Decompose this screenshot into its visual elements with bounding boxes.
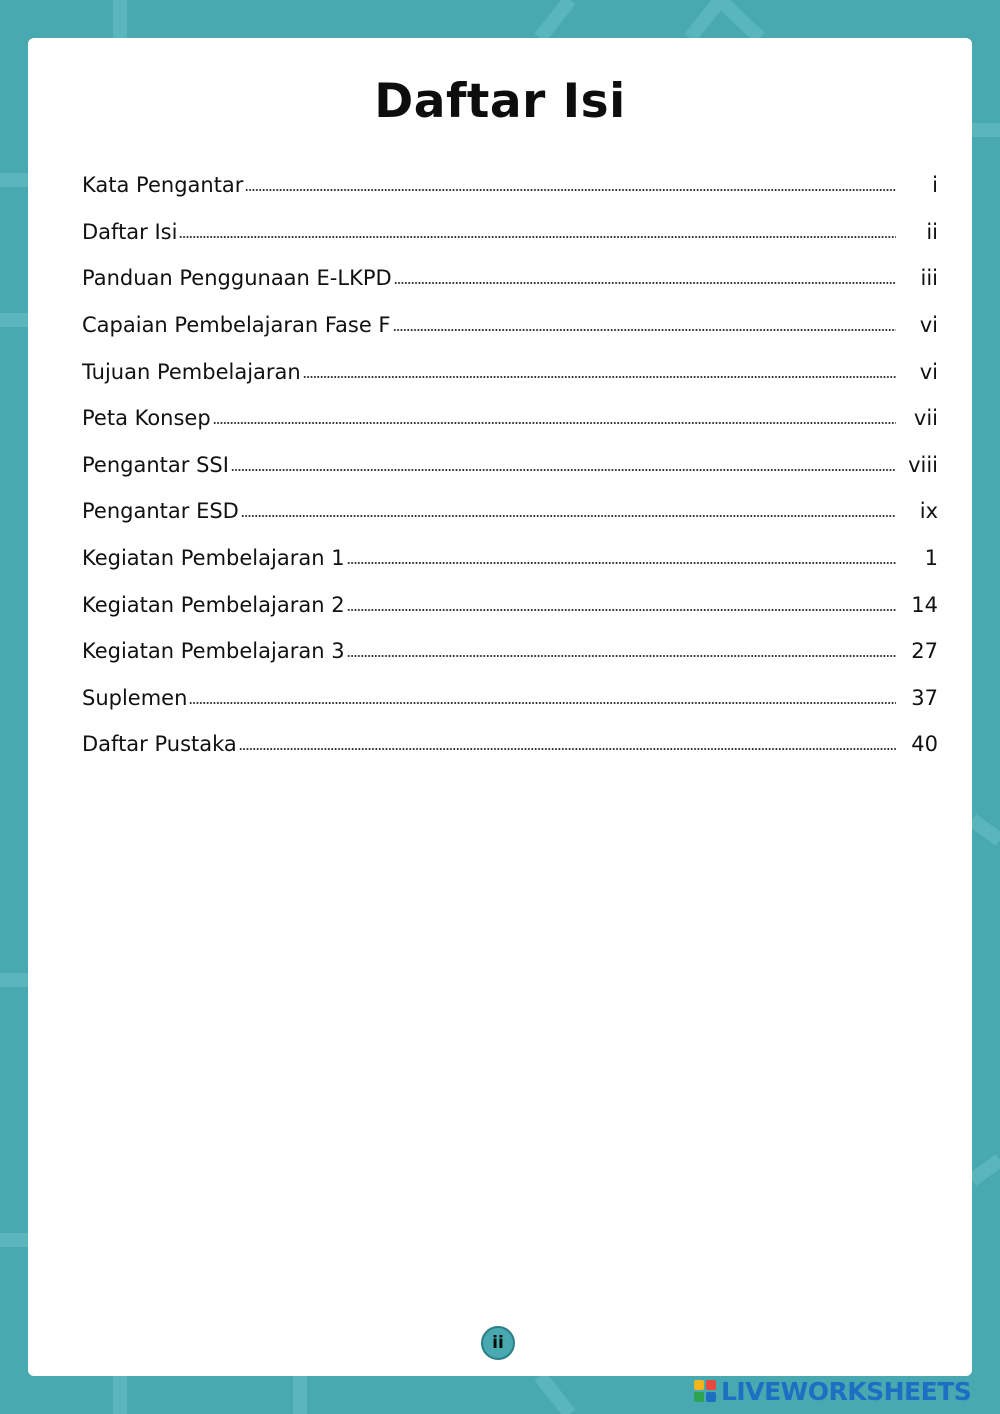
toc-entry [82, 581, 938, 628]
toc-entry-label: Kegiatan Pembelajaran 1 [82, 546, 345, 571]
toc-entry [82, 348, 938, 395]
toc-dot-leader [347, 609, 896, 611]
toc-entry-label: Kegiatan Pembelajaran 3 [82, 639, 345, 664]
toc-entry [82, 162, 938, 209]
toc-dot-leader [303, 376, 896, 378]
liveworksheets-logo-icon [693, 1379, 717, 1403]
page-title: Daftar Isi [374, 74, 626, 129]
toc-dot-leader [245, 189, 896, 191]
toc-entry [82, 442, 938, 489]
toc-entry-label: Kegiatan Pembelajaran 2 [82, 592, 345, 617]
toc-entry [82, 302, 938, 349]
toc-dot-leader [179, 236, 896, 238]
toc-entry-page: 14 [911, 592, 938, 617]
toc-entry-label: Capaian Pembelajaran Fase F [82, 313, 391, 338]
page-number-badge: ii [481, 1326, 515, 1360]
toc-dot-leader [347, 655, 896, 657]
toc-entry [82, 255, 938, 302]
toc-entry-page: ii [926, 219, 938, 244]
toc-entry-page: 27 [911, 639, 938, 664]
toc-entry-page: vi [919, 359, 938, 384]
toc-dot-leader [394, 282, 896, 284]
toc-entry-label: Suplemen [82, 685, 188, 710]
toc-entry [82, 628, 938, 675]
toc-dot-leader [189, 702, 896, 704]
toc-entry-page: vii [913, 406, 938, 431]
toc-entry [82, 395, 938, 442]
toc-entry-label: Daftar Isi [82, 219, 178, 244]
toc-dot-leader [239, 748, 896, 750]
toc-entry-label: Pengantar SSI [82, 452, 229, 477]
toc-entry-page: viii [908, 452, 938, 477]
toc-entry-page: 37 [911, 685, 938, 710]
toc-entry-label: Tujuan Pembelajaran [82, 359, 301, 384]
toc-entry-page: 40 [911, 732, 938, 757]
toc-entry [82, 209, 938, 256]
toc-entry-label: Daftar Pustaka [82, 732, 237, 757]
toc-entry [82, 488, 938, 535]
toc-dot-leader [241, 515, 896, 517]
toc-entry-label: Panduan Penggunaan E-LKPD [82, 266, 392, 291]
toc-dot-leader [393, 329, 897, 331]
toc-dot-leader [231, 469, 896, 471]
liveworksheets-branding[interactable] [693, 1374, 971, 1408]
brand-name: LIVEWORKSHEETS [721, 1376, 972, 1406]
toc-entry-page: i [932, 173, 938, 198]
toc-entry-label: Kata Pengantar [82, 173, 244, 198]
table-of-contents [82, 162, 938, 768]
toc-entry-page: vi [919, 313, 938, 338]
toc-entry-page: ix [919, 499, 938, 524]
document-page [28, 38, 972, 1376]
toc-dot-leader [213, 422, 896, 424]
toc-entry [82, 675, 938, 722]
toc-entry-label: Peta Konsep [82, 406, 211, 431]
toc-entry-page: iii [920, 266, 938, 291]
toc-entry-label: Pengantar ESD [82, 499, 239, 524]
toc-entry [82, 535, 938, 582]
toc-entry [82, 721, 938, 768]
toc-dot-leader [347, 562, 896, 564]
toc-entry-page: 1 [924, 546, 938, 571]
